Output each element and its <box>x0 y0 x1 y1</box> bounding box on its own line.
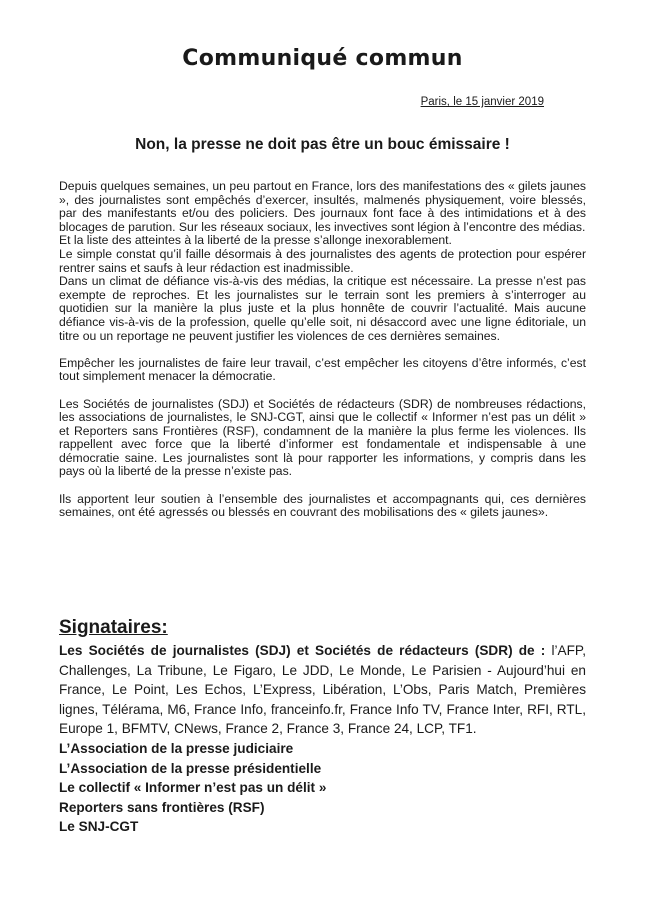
signatories-group-lead: Les Sociétés de journalistes (SDJ) et Sociétés de rédacteurs (SDR) de : <box>59 643 546 658</box>
document-title: Communiqué commun <box>182 46 463 71</box>
paragraph: Ils apportent leur soutien à l’ensemble des journalistes et accompagnants qui, ces dernières semaines, ont été agressés ou blessés en couvrant des mobilisations des « gilets jaunes». <box>59 491 586 520</box>
signatories-heading: Signataires: <box>59 617 168 638</box>
signatories-group <box>59 641 586 739</box>
signatory-item: Le collectif « Informer n’est pas un délit » <box>59 780 327 796</box>
paragraph: Et la liste des atteintes à la liberté de la presse s’allonge inexorablement. <box>59 233 452 248</box>
signatories-list <box>59 641 586 837</box>
paragraph: Empêcher les journalistes de faire leur travail, c’est empêcher les citoyens d’être informés, c’est tout simplement menacer la démocratie. <box>59 355 586 384</box>
body-text <box>59 180 586 520</box>
signatory-item: L’Association de la presse judiciaire <box>59 740 294 756</box>
signatories-group-members: l’AFP, Challenges, La Tribune, Le Figaro, Le JDD, Le Monde, Le Parisien - Aujourd’hui en France, Le Point, Les Echos, L’Express, Libération, L’Obs, Paris Match, Premières lignes, Télérama, M6, France Info, franceinfo.fr, France Info TV, France Inter, RFI, RTL, Europe 1, BFMTV, CNews, France 2, France 3, France 24, LCP, TF1. <box>59 643 586 737</box>
paragraph: Le simple constat qu’il faille désormais à des journalistes des agents de protection pour espérer rentrer sains et saufs à leur rédaction est inadmissible. <box>59 246 586 275</box>
paragraph: Depuis quelques semaines, un peu partout en France, lors des manifestations des « gilets jaunes », des journalistes sont empêchés d’exercer, insultés, malmenés physiquement, voire blessés, par des manifestants et/ou des policiers. Des journaux font face à des intimidations et à des blocages de parution. Sur les réseaux sociaux, les invectives sont légion à l’encontre des médias. <box>59 179 586 234</box>
paragraph: Les Sociétés de journalistes (SDJ) et Sociétés de rédacteurs (SDR) de nombreuses rédactions, les associations de journalistes, le SNJ-CGT, ainsi que le collectif « Informer n’est pas un délit » et Reporters sans Frontières (RSF), condamnent de la manière la plus ferme les violences. Ils rappellent avec force que la liberté d’informer est fondamentale et indispensable à une démocratie saine. Les journalistes sont là pour rapporter les informations, y compris dans les pays où la liberté de la presse n’existe pas. <box>59 396 586 479</box>
document-date: Paris, le 15 janvier 2019 <box>420 96 544 108</box>
signatory-item: Reporters sans frontières (RSF) <box>59 799 265 815</box>
paragraph: Dans un climat de défiance vis-à-vis des médias, la critique est nécessaire. La presse n’est pas exempte de reproches. Et les journalistes sur le terrain sont les premiers à s’interroger au quotidien sur la manière la plus juste et la plus honnête de couvrir l’actualité. Mais aucune défiance vis-à-vis de la profession, quelle qu’elle soit, ni désaccord avec une ligne éditoriale, un titre ou un reportage ne peuvent justifier les violences de ces dernières semaines. <box>59 274 586 343</box>
signatory-item: L’Association de la presse présidentielle <box>59 760 322 776</box>
headline: Non, la presse ne doit pas être un bouc émissaire ! <box>135 136 510 153</box>
signatory-item: Le SNJ-CGT <box>59 819 139 835</box>
